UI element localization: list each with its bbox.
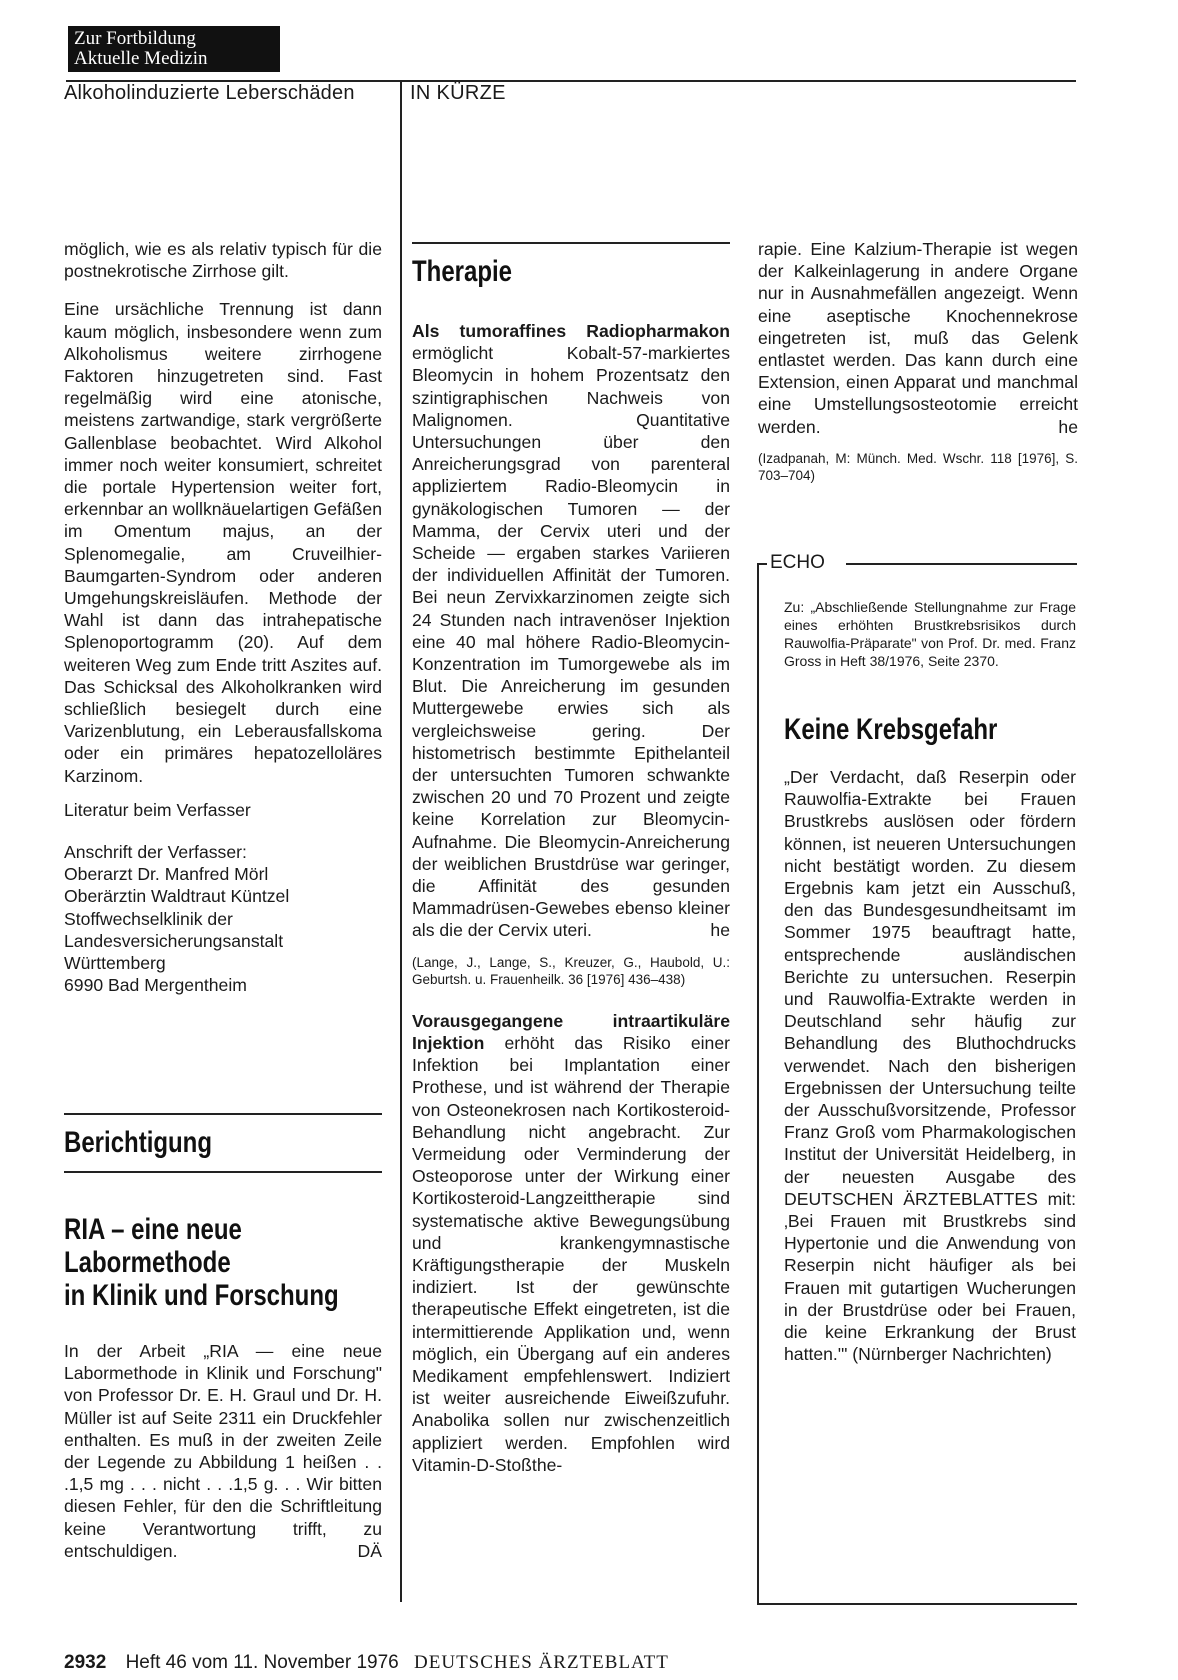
article-column-1 [64, 238, 382, 997]
reference: (Izadpanah, M: Münch. Med. Wschr. 118 [1976], S. 703–704) [758, 450, 1078, 483]
echo-intro: Zu: „Abschließende Stellungnahme zur Frage eines erhöhten Brustkrebsrisikos durch Rauwolfia-Präparate" von Prof. Dr. med. Franz Gross in Heft 38/1976, Seite 2370. [784, 599, 1076, 669]
paragraph: Eine ursächliche Trennung ist dann kaum möglich, insbesondere wenn zum Alkoholismus weitere zirrhogene Faktoren hinzugetreten sind. Fast regelmäßig wird eine atonische, meistens zartwandige, stark vergrößerte Gallenblase beobachtet. Wird Alkohol immer noch weiter konsumiert, schreitet die portale Hypertension weiter fort, erkennbar an wollknäuelartigen Gefäßen im Omentum majus, an der Splenomegalie, am Cruveilhier-Baumgarten-Syndrom oder anderen Umgehungskreisläufen. Methode der Wahl ist dann das intrahepatische Splenoportogramm (20). Auf dem weiteren Weg zum Ende tritt Aszites auf. Das Schicksal des Alkoholkranken wird schließlich besiegelt durch eine Varizenblutung, ein Leberausfallskoma oder ein primäres hepatozelloläres Karzinom. [64, 299, 382, 786]
echo-label: ECHO [770, 552, 825, 573]
section-tag [68, 26, 280, 72]
echo-content [784, 598, 1076, 1365]
signature: he [1058, 416, 1078, 437]
section-rule [64, 1171, 382, 1173]
address-line: Oberärztin Waldtraut Küntzel [64, 886, 290, 907]
address-line: Oberarzt Dr. Manfred Mörl [64, 864, 269, 885]
title-line: Labormethode [64, 1246, 231, 1279]
correction-article-title [64, 1213, 339, 1312]
echo-top-rule [757, 563, 767, 565]
reference: (Lange, J., Lange, S., Kreuzer, G., Haubold, U.: Geburtsh. u. Frauenheilk. 36 [1976] 436–438) [412, 954, 730, 987]
section-rule [64, 1113, 382, 1115]
correction-body: In der Arbeit „RIA — eine neue Labormethode in Klinik und Forschung" von Professor Dr. E. H. Graul und Dr. H. Müller ist auf Seite 2311 ein Druckfehler enthalten. Es muß in der zweiten Zeile der Legende zu Abbildung 1 heißen . . .1,5 mg . . . nicht . . .1,5 g. . . Wir bitten diesen Fehler, für den die Schriftleitung keine Verantwortung trifft, zu entschuldigen. [64, 1341, 382, 1561]
address-line: Stoffwechselklinik der Landesversicherungsanstalt Württemberg [64, 908, 284, 974]
literature-note: Literatur beim Verfasser [64, 799, 251, 820]
paragraph-text: rapie. Eine Kalzium-Therapie ist wegen der Kalkeinlagerung in andere Organe nur in Ausnahmefällen angezeigt. Wenn eine aseptische Knochennekrose eingetreten ist, muß das Gelenk entlastet werden. Das kann durch eine Extension, einen Apparat und manchmal eine Umstellungsosteotomie erreicht werden. [758, 239, 1078, 437]
section-tag-line2: Aktuelle Medizin [74, 48, 208, 69]
echo-heading: Keine Krebsgefahr [784, 713, 998, 746]
paragraph: möglich, wie es als relativ typisch für die postnekrotische Zirrhose gilt. [64, 239, 382, 282]
paragraph [412, 320, 730, 942]
echo-top-rule [846, 563, 1077, 565]
author-address [64, 841, 382, 996]
section-tag-line1: Zur Fortbildung [74, 28, 196, 49]
column-title: IN KÜRZE [410, 82, 506, 104]
paragraph [758, 238, 1078, 438]
paragraph-text: erhöht das Risiko einer Infektion bei Implantation einer Prothese, und ist während der Therapie von Osteonekrosen nach Kortikosteroid-Behandlung nicht angebracht. Zur Vermeidung oder Verminderung der Osteoporose unter der Wirkung einer Kortikosteroid-Langzeittherapie sind systematische aktive Bewegungsübung und krankengymnastische Kräftigungstherapie der Muskeln indiziert. Ist der gewünschte therapeutische Effekt eingetreten, ist die intermittierende Applikation und, wenn möglich, ein Übergang auf ein anderes Medikament empfehlenswert. Indiziert ist weiter ausreichende Eiweißzufuhr. Anabolika sollen nur zwischenzeitlich appliziert werden. Empfohlen wird Vitamin-D-Stoßthe- [412, 1032, 730, 1475]
address-label: Anschrift der Verfasser: [64, 842, 247, 863]
correction-heading: Berichtigung [64, 1126, 212, 1159]
title-line: in Klinik und Forschung [64, 1279, 339, 1312]
running-title: Alkoholinduzierte Leberschäden [64, 82, 355, 104]
title-line: RIA – eine neue [64, 1213, 242, 1246]
signature: DÄ [357, 1540, 382, 1561]
lead-phrase: Vorausgegangene intraartikuläre Injektion [412, 1010, 730, 1053]
correction-section [64, 1113, 382, 1562]
therapy-heading-block [412, 242, 730, 290]
section-rule [412, 242, 730, 244]
page-footer [64, 1652, 669, 1674]
correction-text [64, 1340, 382, 1562]
article-column-2 [412, 320, 730, 1488]
column-divider [400, 80, 402, 1602]
address-line: 6990 Bad Mergentheim [64, 975, 247, 996]
signature: he [710, 920, 730, 941]
paragraph-text: ermöglicht Kobalt-57-markiertes Bleomycin in hohem Prozentsatz den szintigraphischen Nachweis von Malignomen. Quantitative Untersuchungen über den Anreicherungsgrad von parenteral appliziertem Radio-Bleomycin in gynäkologischen Tumoren — der Mamma, der Cervix uteri und der Scheide — ergaben starkes Variieren der individuellen Affinität der Tumoren. Bei neun Zervixkarzinomen zeigte sich 24 Stunden nach intravenöser Injektion eine 40 mal höhere Radio-Bleomycin-Konzentration im Tumorgewebe als im Blut. Die Anreicherung im gesunden Muttergewebe erwies sich als vergleichsweise gering. Der histometrisch bestimmte Epithelanteil der untersuchten Tumoren schwankte zwischen 20 und 70 Prozent und zeigte keine Korrelation zur Bleomycin-Aufnahme. Die Bleomycin-Anreicherung der weiblichen Brustdrüse war geringer, die Affinität des gesunden Mammadrüsen-Gewebes ebenso kleiner als die der Cervix uteri. [412, 343, 730, 941]
article-column-3 [758, 238, 1078, 498]
publication-name: DEUTSCHES ÄRZTEBLATT [414, 1652, 669, 1673]
page-number: 2932 [64, 1652, 107, 1673]
therapy-heading: Therapie [412, 255, 513, 288]
echo-text: „Der Verdacht, daß Reserpin oder Rauwolfia-Extrakte bei Frauen Brustkrebs auslösen oder fördern können, ist neueren Untersuchungen nicht bestätigt worden. Zu diesem Ergebnis kam jetzt ein Ausschuß, den das Bundesgesundheitsamt im Sommer 1975 beauftragt hatte, entsprechende ausländischen Berichte zu untersuchen. Reserpin und Rauwolfia-Extrakte werden in Deutschland sehr häufig zur Behandlung des Bluthochdrucks verwendet. Nach den bisherigen Ergebnissen der Untersuchung teilte der Ausschußvorsitzende, Professor Franz Groß vom Pharmakologischen Institut der Universität Heidelberg, in der neuesten Ausgabe des DEUTSCHEN ÄRZTEBLATTES mit: ‚Bei Frauen mit Brustkrebs sind Hypertonie und die Anwendung von Reserpin nicht häufiger als bei Frauen mit gutartigen Wucherungen in der Brustdrüse oder bei Frauen, die keine Erkrankung der Brust hatten.'" (Nürnberger Nachrichten) [784, 767, 1076, 1365]
lead-phrase: Als tumoraffines Radiopharmakon [412, 321, 730, 341]
issue-info: Heft 46 vom 11. November 1976 [125, 1652, 399, 1673]
paragraph [412, 1010, 730, 1476]
